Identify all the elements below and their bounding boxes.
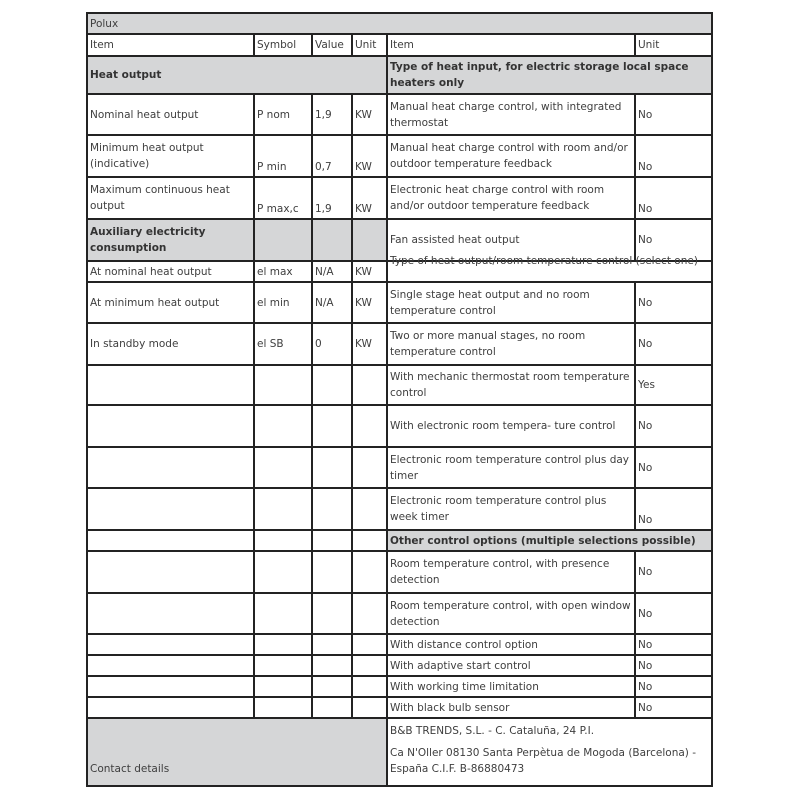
section-auxiliary: Auxiliary electricity consumption <box>87 219 254 261</box>
empty-cell <box>87 405 254 447</box>
row-unit: KW <box>352 135 387 177</box>
row-symbol: el max <box>254 261 312 282</box>
row-value: N/A <box>312 282 352 323</box>
empty-cell <box>254 488 312 530</box>
empty-cell <box>312 593 352 634</box>
row-unit-right: No <box>635 593 712 634</box>
empty-cell <box>87 447 254 488</box>
row-item-right: With adaptive start control <box>387 655 635 676</box>
row-item: Nominal heat output <box>87 94 254 135</box>
row-value: 0 <box>312 323 352 365</box>
contact-details-label: Contact details <box>87 718 387 786</box>
empty-cell <box>352 530 387 551</box>
empty-cell <box>352 697 387 718</box>
empty-cell <box>352 405 387 447</box>
row-item-right: With working time limitation <box>387 676 635 697</box>
section-heat-output-control <box>387 255 712 282</box>
table-row <box>87 365 712 405</box>
row-item-right: With mechanic thermostat room temperature control <box>387 365 635 405</box>
row-unit: KW <box>352 282 387 323</box>
row-item-right: With electronic room tempera- ture control <box>387 405 635 447</box>
empty-cell <box>254 405 312 447</box>
empty-cell <box>254 365 312 405</box>
empty-cell <box>87 593 254 634</box>
table-row <box>87 593 712 634</box>
empty-cell <box>87 488 254 530</box>
row-item-right: Manual heat charge control with room and/or outdoor temperature feedback <box>387 135 635 177</box>
table-row <box>87 135 712 177</box>
row-item: At minimum heat output <box>87 282 254 323</box>
row-unit-right: No <box>635 282 712 323</box>
empty-cell <box>254 676 312 697</box>
table-row <box>87 94 712 135</box>
empty-cell <box>312 530 352 551</box>
empty-cell <box>312 697 352 718</box>
row-unit-right: No <box>635 177 712 219</box>
col-header-item-right: Item <box>387 34 635 56</box>
empty-cell <box>312 219 352 261</box>
empty-cell <box>87 697 254 718</box>
table-title: Polux <box>87 13 712 34</box>
row-item-right: Two or more manual stages, no room temperature control <box>387 323 635 365</box>
row-unit-right: No <box>635 94 712 135</box>
contact-line-2: Ca N'Oller 08130 Santa Perpètua de Mogoda (Barcelona) - España C.I.F. B-86880473 <box>390 747 697 775</box>
row-unit: KW <box>352 323 387 365</box>
row-unit: KW <box>352 261 387 282</box>
row-unit-right: No <box>635 551 712 593</box>
contact-line-1: B&B TRENDS, S.L. - C. Cataluña, 24 P.I. <box>390 725 595 737</box>
col-header-unit-right: Unit <box>635 34 712 56</box>
table-row <box>87 177 712 219</box>
table-row <box>87 551 712 593</box>
row-item-right: With black bulb sensor <box>387 697 635 718</box>
row-unit: KW <box>352 177 387 219</box>
row-symbol: P max,c <box>254 177 312 219</box>
table-row <box>87 282 712 323</box>
empty-cell <box>352 655 387 676</box>
empty-cell <box>87 530 254 551</box>
empty-cell <box>254 634 312 655</box>
column-header-row <box>87 34 712 56</box>
section-other-control: Other control options (multiple selections possible) <box>387 530 712 551</box>
row-unit-right: No <box>635 219 712 261</box>
empty-cell <box>352 447 387 488</box>
table-row <box>87 488 712 530</box>
row-unit: KW <box>352 94 387 135</box>
row-unit-right: No <box>635 697 712 718</box>
row-value: 0,7 <box>312 135 352 177</box>
empty-cell <box>352 634 387 655</box>
row-item-right: Electronic heat charge control with room and/or outdoor temperature feedback <box>387 177 635 219</box>
empty-cell <box>87 676 254 697</box>
empty-cell <box>254 697 312 718</box>
section-heat-output: Heat output <box>87 56 387 94</box>
empty-cell <box>254 447 312 488</box>
empty-cell <box>312 676 352 697</box>
empty-cell <box>254 593 312 634</box>
table-row <box>87 697 712 718</box>
contact-details <box>387 718 712 786</box>
row-unit-right: No <box>635 135 712 177</box>
row-item-right: Electronic room temperature control plus week timer <box>387 488 635 530</box>
row-symbol: el min <box>254 282 312 323</box>
section-heat-input: Type of heat input, for electric storage local space heaters only <box>387 56 712 94</box>
empty-cell <box>352 488 387 530</box>
table-row <box>87 405 712 447</box>
row-symbol: P min <box>254 135 312 177</box>
row-symbol: P nom <box>254 94 312 135</box>
row-item-right: Single stage heat output and no room temperature control <box>387 282 635 323</box>
row-item: In standby mode <box>87 323 254 365</box>
empty-cell <box>312 488 352 530</box>
row-item-right: Manual heat charge control, with integrated thermostat <box>387 94 635 135</box>
empty-cell <box>254 655 312 676</box>
table-row <box>87 323 712 365</box>
empty-cell <box>312 655 352 676</box>
empty-cell <box>254 530 312 551</box>
row-item: Maximum continuous heat output <box>87 177 254 219</box>
empty-cell <box>254 551 312 593</box>
row-value: 1,9 <box>312 94 352 135</box>
empty-cell <box>352 593 387 634</box>
row-item-right: Fan assisted heat output <box>387 219 635 261</box>
empty-cell <box>312 405 352 447</box>
row-unit-right: No <box>635 488 712 530</box>
col-header-item: Item <box>87 34 254 56</box>
empty-cell <box>87 655 254 676</box>
table-row <box>87 261 712 282</box>
row-unit-right: No <box>635 676 712 697</box>
col-header-unit: Unit <box>352 34 387 56</box>
empty-cell <box>352 365 387 405</box>
table-row <box>87 634 712 655</box>
row-item-right: Room temperature control, with open window detection <box>387 593 635 634</box>
row-unit-right: No <box>635 323 712 365</box>
row-value: N/A <box>312 261 352 282</box>
row-item-right: With distance control option <box>387 634 635 655</box>
empty-cell <box>352 219 387 261</box>
empty-cell <box>87 551 254 593</box>
table-row <box>87 676 712 697</box>
row-item-right: Electronic room temperature control plus day timer <box>387 447 635 488</box>
row-unit-right: No <box>635 634 712 655</box>
row-item: At nominal heat output <box>87 261 254 282</box>
spec-table <box>86 12 713 787</box>
row-unit-right: Yes <box>635 365 712 405</box>
empty-cell <box>312 551 352 593</box>
col-header-value: Value <box>312 34 352 56</box>
empty-cell <box>312 447 352 488</box>
empty-cell <box>352 551 387 593</box>
table-row <box>87 447 712 488</box>
col-header-symbol: Symbol <box>254 34 312 56</box>
row-item: Minimum heat output (indicative) <box>87 135 254 177</box>
empty-cell <box>87 365 254 405</box>
empty-cell <box>254 219 312 261</box>
ecodesign-spec-sheet <box>86 12 711 787</box>
row-unit-right: No <box>635 405 712 447</box>
empty-cell <box>87 634 254 655</box>
section-heat-output-control-label: Type of heat output/room temperature control (select one) <box>390 255 698 267</box>
row-item-right: Room temperature control, with presence detection <box>387 551 635 593</box>
empty-cell <box>312 634 352 655</box>
row-unit-right: No <box>635 655 712 676</box>
row-unit-right: No <box>635 447 712 488</box>
row-symbol: el SB <box>254 323 312 365</box>
row-value: 1,9 <box>312 177 352 219</box>
empty-cell <box>312 365 352 405</box>
empty-cell <box>352 676 387 697</box>
table-row <box>87 655 712 676</box>
